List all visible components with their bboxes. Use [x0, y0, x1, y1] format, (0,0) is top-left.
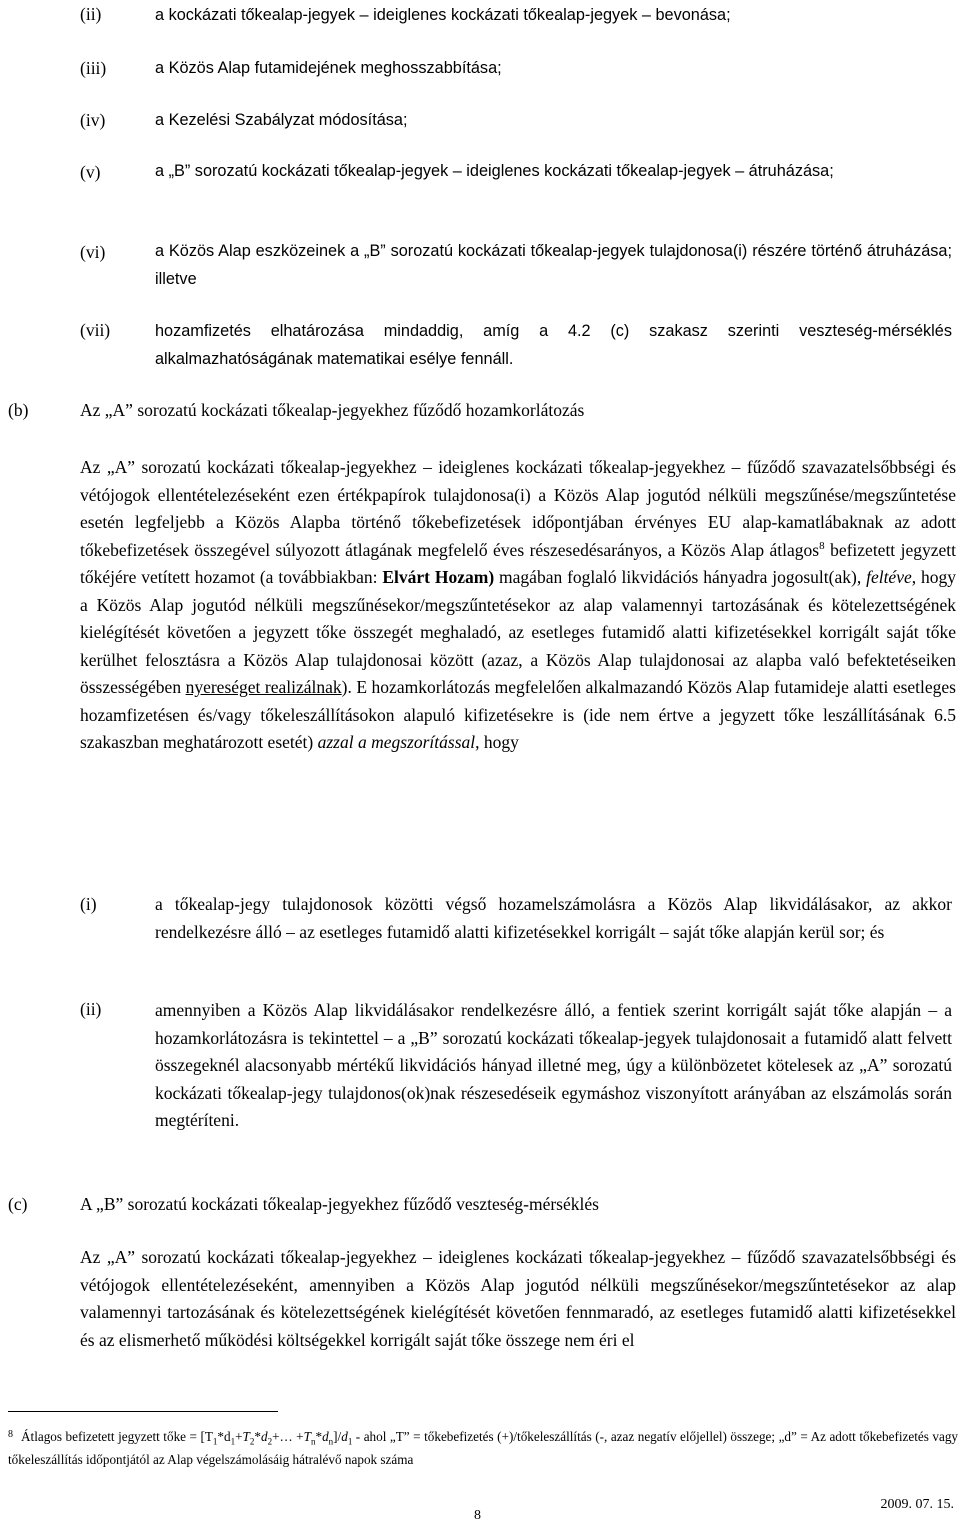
underlined-term: nyereséget realizálnak [185, 677, 342, 697]
section-paragraph [80, 454, 956, 757]
footnote: $^8$ Átlagos befizetett jegyzett tőke = $[T_1*d_1+T_2*d_2+\dots +T_n*d_n]/d_1$ - ahol „T” = tőkebefizetés (+)/tőkeleszállítás (-, azaz negatív előjellel) összege; „d” = Az adott tőkebefizetés vagy tőkeleszállítás időpontjától az Alap végelszámolásáig hátralévő napok száma [8, 1429, 959, 1468]
list-number: (vi) [80, 242, 106, 262]
section-heading: A „B” sorozatú kockázati tőkealap-jegyekhez fűződő veszteség-mérséklés [80, 1194, 599, 1214]
page-number: 8 [474, 1508, 481, 1523]
list-item: a kockázati tőkealap-jegyek – ideiglenes kockázati tőkealap-jegyek – bevonása; [155, 6, 731, 24]
list-number: (i) [80, 894, 97, 914]
section-paragraph: Az „A” sorozatú kockázati tőkealap-jegyekhez – ideiglenes kockázati tőkealap-jegyekhez – fűződő szavazatelsőbbségi és vétójogok ellentételezéseként, amennyiben a Közös Alap jogutód nélküli megszűnésekor/megszűntetésekor az alap valamennyi tartozásának és kötelezettségének kielégítését követően fennmaradó, az esetleges futamidő alatti kifizetésekkel és az elismerhető működési költségekkel korrigált saját tőke összege nem éri el [80, 1247, 956, 1350]
list-number: (v) [80, 162, 101, 182]
italic-term: feltéve [866, 567, 912, 587]
list-item: a tőkealap-jegy tulajdonosok közötti végső hozamelszámolásra a Közös Alap likvidálásakor, az akkor rendelkezésre álló – az esetleges futamidő alatti kifizetésekkel korrigált – saját tőke alapján kerül sor; és [155, 894, 952, 942]
text-run: ). E hozamkorlátozás megfelelően alkalmazandó Közös Alap futamideje alatti esetleges hozamfizetésen és/vagy tőkeleszállításokon alapuló kifizetésekre is (ide nem értve a jegyzett tőke leszállításának 6.5 szakaszban meghatározott esetét) [80, 677, 956, 752]
text-run: Az „A” sorozatú kockázati tőkealap-jegyekhez – ideiglenes kockázati tőkealap-jegyekhez – fűződő szavazatelsőbbségi és vétójogok ellentételezéseként ezen értékpapírok tulajdonosa(i) a Közös Alap jogutód nélküli megszűnése/megszűntetése esetén legfeljebb a Közös Alapba történő tőkebefizetések időpontjában érvényes EU alap-kamatlábaknak az adott tőkebefizetések összegével súlyozott átlagának megfelelő éves részesedésarányos, a Közös Alap átlagos [80, 457, 956, 560]
list-number: (iii) [80, 58, 107, 78]
text-run: , hogy [475, 732, 519, 752]
footnote-number: 8 [8, 1429, 13, 1440]
footnote-text: Átlagos befizetett jegyzett tőke = [T [21, 1429, 213, 1444]
formula-d: *d [217, 1429, 231, 1444]
section-label: (b) [8, 400, 29, 420]
list-number: (ii) [80, 4, 102, 24]
list-number: (iv) [80, 110, 106, 130]
defined-term: Elvárt Hozam) [382, 567, 495, 587]
section-label: (c) [8, 1194, 28, 1214]
footnote-rule [8, 1411, 278, 1412]
text-run: , hogy a Közös Alap jogutód nélküli megszűnésekor/megszűntetésekor az alap valamennyi tartozásának és kötelezettségének kielégítését követően a jegyzett tőke összegét meghaladó, az esetleges futamidő alatti kifizetésekkel korrigált saját tőke kerülhet felosztásra a Közös Alap tulajdonosai között (azaz, a Közös Alap tulajdonosai az alapba való befektetéseiken összességében [80, 567, 956, 697]
text-run: befizetett jegyzett tőkéjére vetített hozamot (a továbbiakban: [80, 539, 957, 587]
list-item: a Kezelési Szabályzat módosítása; [155, 111, 408, 129]
list-number: (vii) [80, 320, 111, 340]
list-item: hozamfizetés elhatározása mindaddig, amíg a 4.2 (c) szakasz szerinti veszteség-mérséklés alkalmazhatóságának matematikai esélye fennáll. [155, 322, 952, 368]
italic-term: azzal a megszorítással [317, 732, 476, 752]
text-run: magában foglaló likvidációs hányadra jogosult(ak), [494, 567, 867, 587]
section-heading: Az „A” sorozatú kockázati tőkealap-jegyekhez fűződő hozamkorlátozás [80, 400, 585, 420]
list-number: (ii) [80, 999, 102, 1019]
footnote-text: - ahol „T” = tőkebefizetés (+)/tőkeleszállítás (-, azaz negatív előjellel) összege; „d” = Az adott tőkebefizetés vagy tőkeleszállítás időpontjától az Alap végelszámolásáig hátralévő napok száma [8, 1429, 959, 1468]
footnote-ref: 8 [819, 539, 825, 552]
list-item: a „B” sorozatú kockázati tőkealap-jegyek – ideiglenes kockázati tőkealap-jegyek – átruházása; [155, 162, 834, 180]
list-item: amennyiben a Közös Alap likvidálásakor rendelkezésre álló, a fentiek szerint korrigált saját tőke alapján – a hozamkorlátozásra is tekintettel – a „B” sorozatú kockázati tőkealap-jegyek tulajdonosait a futamidő alatt felvett összegeknél alacsonyabb mértékű likvidációs hányad illetné meg, úgy a különbözetet kötelesek az „A” sorozatú kockázati tőkealap-jegy tulajdonos(ok)nak részesedéseik egymáshoz viszonyított arányában az elszámolás során megtéríteni. [155, 1000, 952, 1130]
list-item: a Közös Alap eszközeinek a „B” sorozatú kockázati tőkealap-jegyek tulajdonosa(i) részére történő átruházása; illetve [155, 242, 952, 288]
document-date: 2009. 07. 15. [880, 1497, 954, 1512]
list-item: a Közös Alap futamidejének meghosszabbítása; [155, 59, 502, 77]
